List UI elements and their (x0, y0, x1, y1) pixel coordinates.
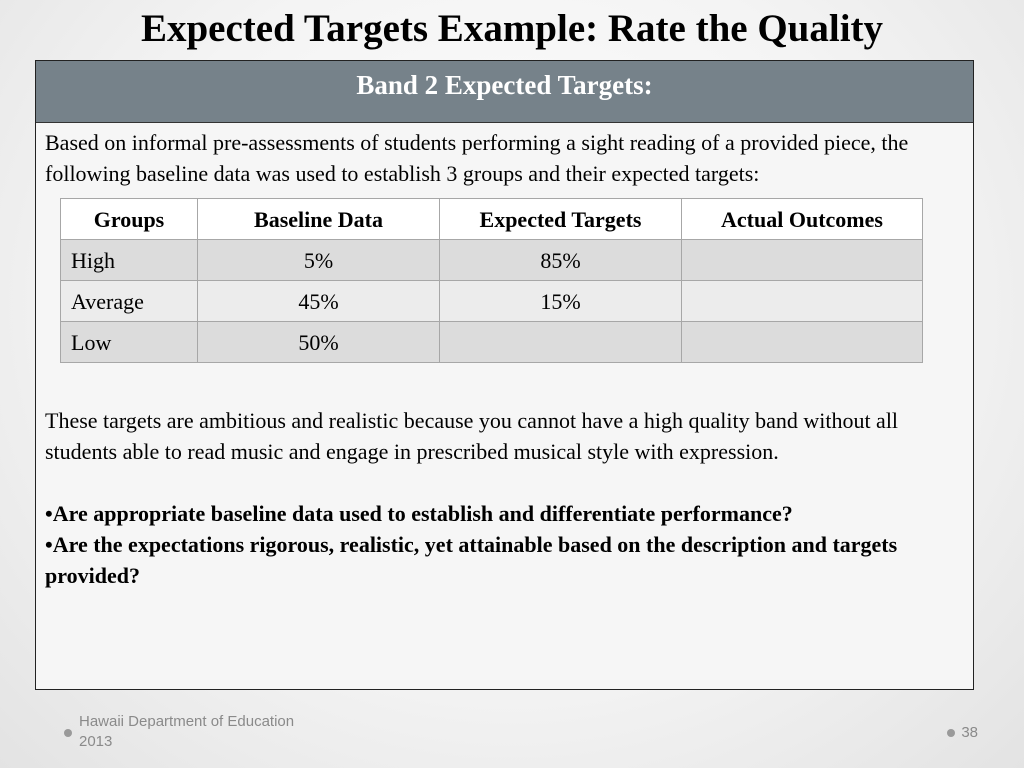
panel-body (36, 123, 973, 591)
footer-org (79, 712, 294, 752)
cell-group: High (61, 240, 198, 281)
cell-baseline: 50% (198, 322, 440, 363)
column-header-expected: Expected Targets (440, 199, 682, 240)
table-header-row (61, 199, 923, 240)
table-row (61, 281, 923, 322)
intro-paragraph: Based on informal pre-assessments of students performing a sight reading of a provided piece, the following baseline data was used to establish 3 groups and their expected targets: (45, 130, 909, 186)
cell-baseline: 45% (198, 281, 440, 322)
cell-actual (682, 322, 923, 363)
table-row (61, 322, 923, 363)
question-item: •Are the expectations rigorous, realistic, yet attainable based on the description and targets provided? (45, 532, 898, 588)
cell-target (440, 322, 682, 363)
panel-header: Band 2 Expected Targets: (36, 61, 973, 123)
cell-group: Low (61, 322, 198, 363)
column-header-baseline: Baseline Data (198, 199, 440, 240)
cell-actual (682, 281, 923, 322)
footer-bullet-icon (64, 729, 72, 737)
footer-year: 2013 (79, 733, 113, 750)
question-text: Are appropriate baseline data used to establish and differentiate performance? (52, 501, 793, 526)
cell-target: 85% (440, 240, 682, 281)
content-panel (35, 60, 974, 690)
cell-actual (682, 240, 923, 281)
cell-group: Average (61, 281, 198, 322)
question-item: •Are appropriate baseline data used to establish and differentiate performance? (45, 501, 793, 526)
cell-baseline: 5% (198, 240, 440, 281)
question-text: Are the expectations rigorous, realistic, yet attainable based on the description and targets provided? (45, 532, 898, 588)
footer-org-name: Hawaii Department of Education (79, 713, 295, 730)
column-header-groups: Groups (61, 199, 198, 240)
page-bullet-icon (947, 729, 955, 737)
cell-target: 15% (440, 281, 682, 322)
targets-table (60, 198, 923, 363)
table-row (61, 240, 923, 281)
slide-title: Expected Targets Example: Rate the Quality (140, 7, 884, 50)
rationale-paragraph: These targets are ambitious and realistic because you cannot have a high quality band without all students able to read music and engage in prescribed musical style with expression. (45, 408, 899, 464)
column-header-actual: Actual Outcomes (682, 199, 923, 240)
page-number: 38 (961, 724, 978, 741)
